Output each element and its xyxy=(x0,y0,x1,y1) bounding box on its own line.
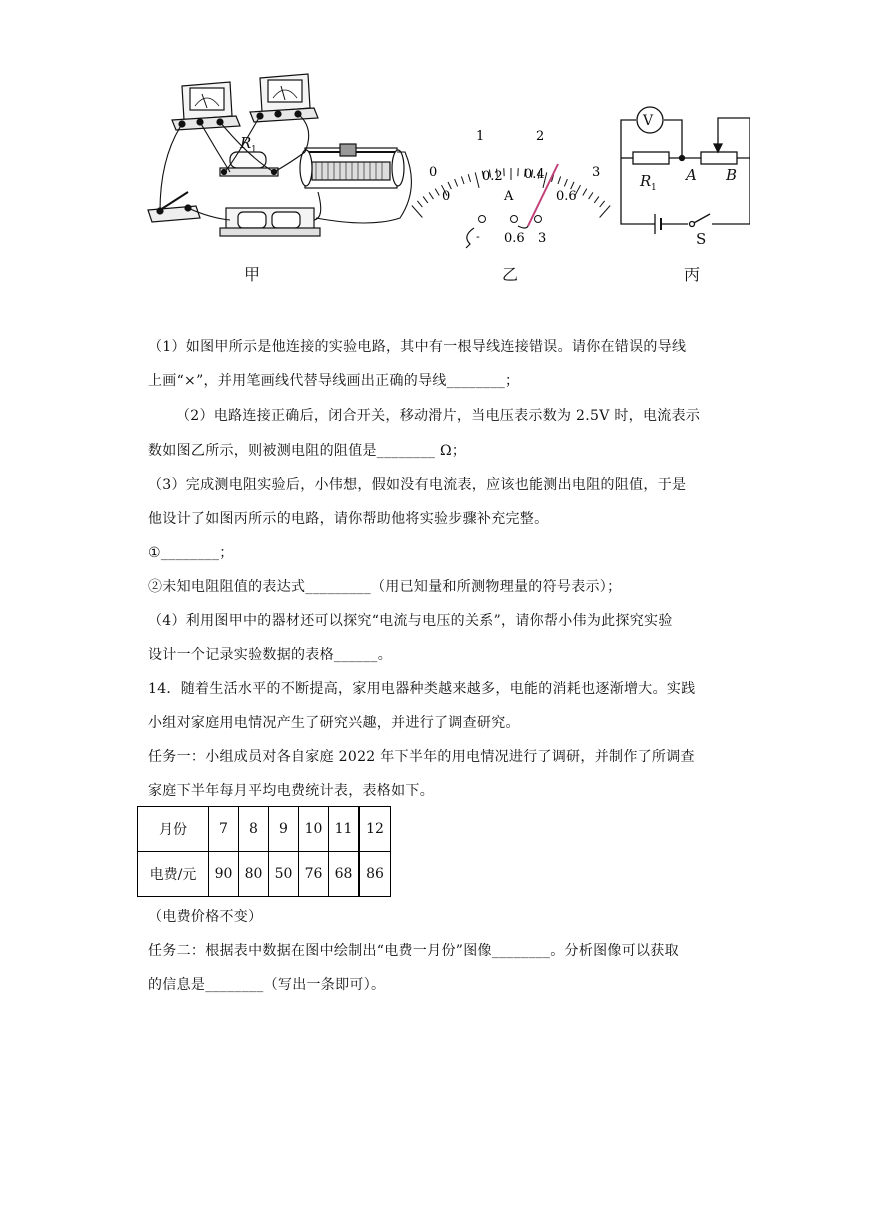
circuit-r-sub: 1 xyxy=(651,183,657,193)
switch-icon xyxy=(148,192,200,222)
fee-table xyxy=(137,806,391,897)
scale-top-3: 3 xyxy=(592,165,601,180)
jia-r-sub: 1 xyxy=(251,145,257,155)
terminal-3: 3 xyxy=(538,231,547,246)
meter-unit: A xyxy=(504,189,514,204)
q2-line2: 数如图乙所示，则被测电阻的阻值是________ Ω； xyxy=(148,443,467,459)
q4-line2: 设计一个记录实验数据的表格______。 xyxy=(148,647,392,663)
meter-tick xyxy=(429,192,433,199)
terminal-minus: - xyxy=(476,230,480,243)
figures-svg xyxy=(140,68,750,290)
scale-bottom-2: 0.4 xyxy=(524,167,545,182)
voltmeter-icon xyxy=(172,82,240,130)
meter-tick xyxy=(417,201,422,207)
circuit-r-label: R xyxy=(640,172,652,190)
circuit-voltmeter: V xyxy=(643,113,654,129)
circuit-point-b: B xyxy=(726,166,738,184)
table-cell: 80 xyxy=(239,852,269,897)
meter-tick xyxy=(564,179,567,186)
step2: ②未知电阻阻值的表达式_________（用已知量和所测物理量的符号表示）； xyxy=(148,579,622,595)
table-row xyxy=(138,807,391,852)
table-cell: 7 xyxy=(209,807,239,852)
q1-line1: （1）如图甲所示是他连接的实验电路，其中有一根导线连接错误。请你在错误的导线 xyxy=(148,339,687,355)
figure-row xyxy=(140,68,750,290)
table-header-fee: 电费/元 xyxy=(138,852,209,897)
table-cell: 76 xyxy=(299,852,329,897)
table-cell: 11 xyxy=(329,807,360,852)
q3-line1: （3）完成测电阻实验后，小伟想，假如没有电流表，应该也能测出电阻的阻值，于是 xyxy=(148,477,687,493)
table-row xyxy=(138,852,391,897)
meter-tick xyxy=(435,189,439,196)
q4-line1: （4）利用图甲中的器材还可以探究“电流与电压的关系”，请你帮小伟为此探究实验 xyxy=(148,613,673,629)
table-cell: 9 xyxy=(269,807,299,852)
rheostat-icon xyxy=(300,144,404,188)
task1-line2: 家庭下半年每月平均电费统计表，表格如下。 xyxy=(148,783,434,799)
figure-bing xyxy=(621,107,750,248)
table-cell: 90 xyxy=(209,852,239,897)
meter-tick xyxy=(461,176,464,184)
q1-line2: 上画“×”，并用笔画线代替导线画出正确的导线________； xyxy=(148,373,520,389)
table-cell: 8 xyxy=(239,807,269,852)
meter-tick xyxy=(475,172,479,188)
meter-tick xyxy=(412,205,423,217)
meter-tick xyxy=(600,201,605,207)
meter-tick xyxy=(455,179,458,186)
meter-tick xyxy=(558,176,561,184)
ammeter-icon xyxy=(250,74,318,122)
circuit-switch-label: S xyxy=(696,230,707,248)
scale-bottom-3: 0.6 xyxy=(556,189,577,204)
meter-tick xyxy=(600,205,611,217)
figure-jia xyxy=(148,74,411,236)
terminal-06: 0.6 xyxy=(504,231,525,246)
task2-line1: 任务二：根据表中数据在图中绘制出“电费一月份”图像________。分析图像可以获取 xyxy=(148,943,679,959)
task2-line2: 的信息是________（写出一条即可）。 xyxy=(148,977,386,993)
p14-line1: 14．随着生活水平的不断提高，家用电器种类越来越多，电能的消耗也逐渐增大。实践 xyxy=(148,681,696,697)
scale-top-2: 2 xyxy=(536,129,545,144)
price-note: （电费价格不变） xyxy=(148,909,263,925)
table-cell: 50 xyxy=(269,852,299,897)
meter-tick xyxy=(423,196,428,202)
circuit-point-a: A xyxy=(686,166,697,184)
scale-bottom-0: 0 xyxy=(442,189,451,204)
scale-bottom-1: 0.2 xyxy=(482,169,503,184)
task1-line1: 任务一：小组成员对各自家庭 2022 年下半年的用电情况进行了调研，并制作了所调查 xyxy=(148,749,695,765)
table-cell: 86 xyxy=(359,852,391,897)
table-cell: 68 xyxy=(329,852,360,897)
table-cell: 10 xyxy=(299,807,329,852)
scale-top-1: 1 xyxy=(476,129,485,144)
caption-bing: 丙 xyxy=(684,265,701,284)
caption-jia: 甲 xyxy=(244,265,261,284)
caption-yi: 乙 xyxy=(502,265,519,284)
meter-tick xyxy=(583,189,587,196)
meter-tick xyxy=(468,174,470,182)
jia-r-label: R xyxy=(240,134,252,152)
q2-line1: （2）电路连接正确后，闭合开关，移动滑片，当电压表示数为 2.5V 时，电流表示 xyxy=(176,408,701,424)
resistor-r1-icon xyxy=(220,152,278,176)
battery-icon xyxy=(220,208,320,236)
meter-tick xyxy=(589,192,593,199)
p14-line2: 小组对家庭用电情况产生了研究兴趣，并进行了调查研究。 xyxy=(148,715,520,731)
figure-yi xyxy=(412,129,610,248)
scale-top-0: 0 xyxy=(429,165,438,180)
table-header-month: 月份 xyxy=(138,807,209,852)
q3-line2: 他设计了如图丙所示的电路，请你帮助他将实验步骤补充完整。 xyxy=(148,511,549,527)
step1: ①________； xyxy=(148,545,234,561)
table-cell: 12 xyxy=(359,807,391,852)
meter-tick xyxy=(594,196,599,202)
